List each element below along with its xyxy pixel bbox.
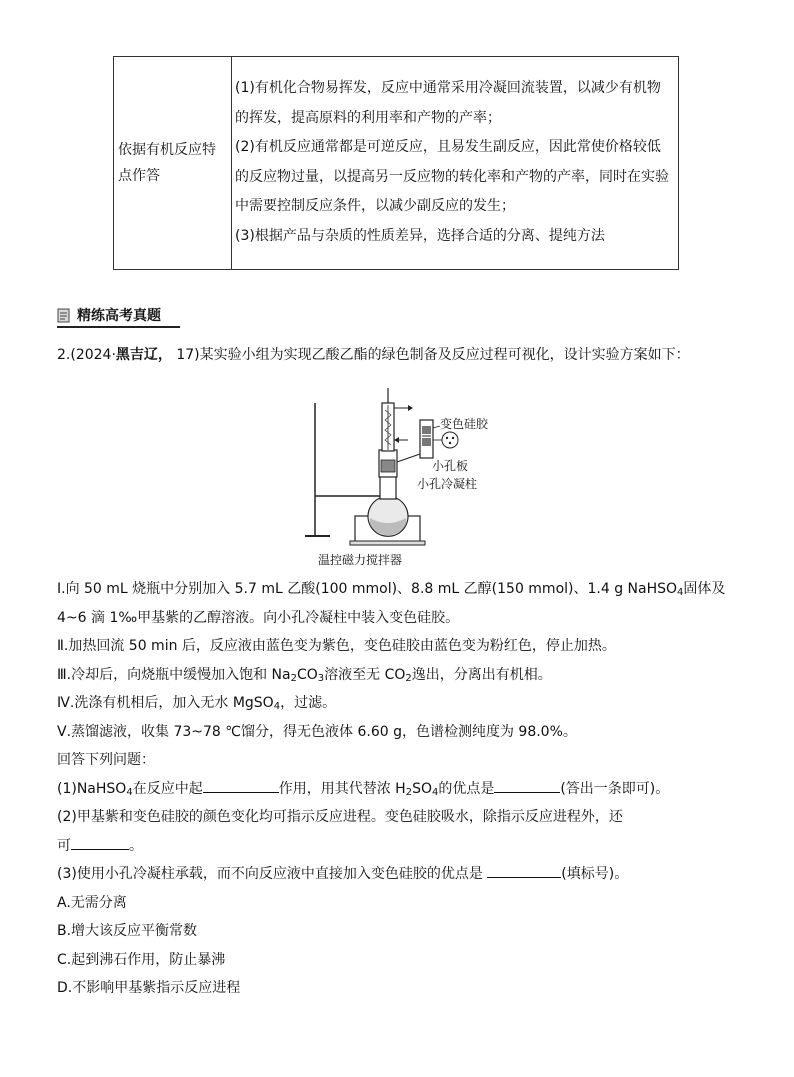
step-3: Ⅲ.冷却后，向烧瓶中缓慢加入饱和 $Na_2CO_3$溶液至无 $CO_2$逸出，分离出有机相。: [57, 666, 552, 684]
sub-question-1: (1)NaHSO$_4$在反应中起 作用，用其代替浓 $H_2SO_4$的优点是 (答出一条即可)。: [57, 775, 737, 804]
question-head: [57, 344, 690, 364]
step-1-line-2: 4~6 滴 1‰甲基紫的乙醇溶液。向小孔冷凝柱中装入变色硅胶。: [57, 609, 460, 626]
table-left-label: 依据有机反应特点作答: [118, 142, 216, 184]
answer-blank-3[interactable]: [71, 835, 129, 850]
answer-blank-2[interactable]: [494, 778, 560, 793]
answer-prompt: 回答下列问题：: [57, 752, 155, 768]
label-plate: 小孔板: [432, 459, 469, 473]
step-2: Ⅱ.加热回流 50 min 后，反应液由蓝色变为紫色，变色硅胶由蓝色变为粉红色，停止加热。: [57, 638, 616, 654]
answer-blank-4[interactable]: [487, 863, 561, 878]
step-4: Ⅳ.洗涤有机相后，加入无水 MgSO$_4$，过滤。: [57, 695, 337, 712]
question-source-bold: 黑吉辽，: [115, 347, 172, 363]
sub-question-3: (3)使用小孔冷凝柱承载，而不向反应液中直接加入变色硅胶的优点是 (填标号)。: [57, 860, 737, 889]
document-icon: [57, 308, 71, 323]
option-a[interactable]: A.无需分离: [57, 894, 127, 911]
table-left-cell: [114, 57, 232, 269]
answer-blank-1[interactable]: [203, 778, 279, 793]
table-item-1: (1)有机化合物易挥发，反应中通常采用冷凝回流装置，以减少有机物的挥发，提高原料的利用率和产物的产率；: [235, 80, 661, 126]
step-5: Ⅴ.蒸馏滤液，收集 73~78 ℃馏分，得无色液体 6.60 g，色谱检测纯度为 98.0%。: [57, 723, 577, 740]
question-source-pre: (2024·: [70, 347, 116, 363]
label-silica: 变色硅胶: [440, 417, 489, 431]
table-item-2: (2)有机反应通常都是可逆反应，且易发生副反应，因此常使价格较低的反应物过量，以提高另一反应物的转化率和产物的产率，同时在实验中需要控制反应条件，以减少副反应的发生；: [235, 139, 669, 214]
option-c[interactable]: C.起到沸石作用，防止暴沸: [57, 951, 226, 968]
option-b[interactable]: B.增大该反应平衡常数: [57, 923, 198, 939]
option-d[interactable]: D.不影响甲基紫指示反应进程: [57, 980, 241, 996]
sub-question-2-line-1: (2)甲基紫和变色硅胶的颜色变化均可指示反应进程。变色硅胶吸水，除指示反应进程外，还: [57, 809, 623, 825]
section-title: 精练高考真题: [77, 308, 161, 324]
label-column: 小孔冷凝柱: [417, 477, 478, 491]
question-number: 2.: [57, 347, 71, 363]
apparatus-figure: [300, 378, 510, 568]
table-item-3: (3)根据产品与杂质的性质差异，选择合适的分离、提纯方法: [235, 227, 605, 244]
strategy-table: [113, 56, 679, 270]
table-right-cell: [232, 57, 678, 269]
step-1-line-1: Ⅰ.向 50 mL 烧瓶中分别加入 5.7 mL 乙酸(100 mmol)、8.8 mL 乙醇(150 mmol)、1.4 g NaHSO$_4$固体及: [57, 581, 726, 598]
sub-question-2-line-2: 可 。: [57, 832, 737, 861]
question-source-post: 17): [171, 347, 200, 363]
figure-caption: 温控磁力搅拌器: [318, 553, 403, 567]
question-stem: 某实验小组为实现乙酸乙酯的绿色制备及反应过程可视化，设计实验方案如下：: [199, 347, 690, 363]
section-heading: [57, 304, 180, 328]
question-body: [57, 575, 737, 1003]
